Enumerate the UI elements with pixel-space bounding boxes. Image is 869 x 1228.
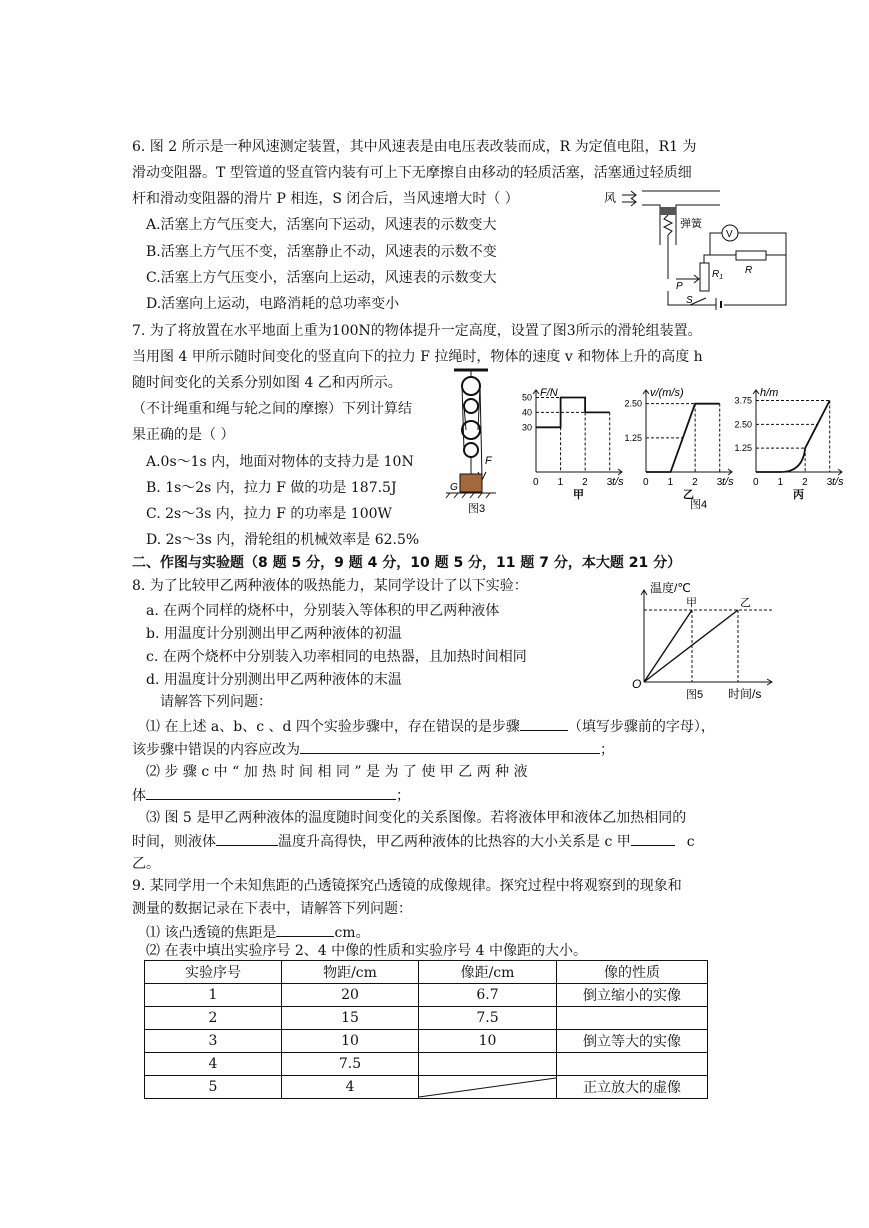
y-axis-label: h/m: [760, 387, 779, 399]
q8-prompt: 请解答下列问题：: [160, 694, 272, 710]
y-tick-label: 30: [521, 422, 532, 433]
q6-option-a: A.活塞上方气压变大，活塞向下运动，风速表的示数变大: [146, 217, 497, 233]
rheostat-r1: [700, 263, 709, 291]
x-tick-label: 2: [802, 477, 808, 488]
pulley-moving-lower: [464, 443, 478, 457]
spring: [664, 215, 672, 235]
panel-label: 乙: [683, 489, 694, 501]
table-header-cell: 物距/cm: [282, 961, 419, 984]
weight-block: [460, 474, 482, 492]
series-line-yi: [644, 610, 738, 682]
fig3-caption: 图3: [468, 503, 486, 515]
table-cell: 正立放大的虚像: [557, 1076, 708, 1099]
q7-line-5: 果正确的是（ ）: [132, 427, 235, 443]
q6-line-1: 6. 图 2 所示是一种风速测定装置，其中风速表是由电压表改装而成，R 为定值电阻，R1 为: [132, 139, 697, 155]
resistor-r-label: R: [745, 265, 753, 276]
series-line-jia: [644, 610, 692, 682]
x-axis-label: t/s: [612, 476, 624, 488]
wind-arrow-icon: [622, 191, 636, 199]
answer-cell-image-nature-2[interactable]: [557, 1007, 708, 1030]
q7-line-1: 7. 为了将放置在水平地面上重为100N的物体提升一定高度，设置了图3所示的滑轮组装置。: [132, 323, 702, 339]
table-cell: 1: [145, 984, 282, 1007]
x-tick-label: 2: [582, 477, 588, 488]
y-tick-label: 1.25: [734, 443, 752, 454]
q6-option-d: D.活塞向上运动，电路消耗的总功率变小: [146, 296, 400, 312]
table-row: [145, 984, 708, 1007]
rheostat-label: $R_1$: [712, 269, 724, 281]
x-tick-label: 3: [826, 477, 833, 488]
q8-part-2-continued: 体 ；: [132, 785, 410, 806]
table-cell-crossed: [419, 1076, 557, 1099]
y-tick-label: 40: [521, 407, 532, 418]
answer-blank-liquid[interactable]: [216, 831, 278, 846]
y-tick-label: 50: [521, 392, 532, 403]
q8-step-c: c. 在两个烧杯中分别装入功率相同的电热器，且加热时间相同: [146, 649, 527, 665]
x-tick-label: 0: [643, 477, 649, 488]
series-label-yi: 乙: [740, 597, 751, 609]
q9-line-1: 9. 某同学用一个未知焦距的凸透镜探究凸透镜的成像规律。探究过程中将观察到的现象和: [132, 878, 682, 894]
wind-arrow-icon: [622, 198, 636, 206]
series-line: [756, 400, 830, 472]
y-axis-label: F/N: [540, 387, 558, 399]
q7-option-c: C. 2s～3s 内，拉力 F 的功率是 100W: [146, 506, 392, 522]
q8-part-1: ⑴ 在上述 a、b、c 、d 四个实验步骤中，存在错误的是步骤 （填写步骤前的字母），: [146, 716, 715, 737]
q8-step-b: b. 用温度计分别测出甲乙两种液体的初温: [146, 626, 402, 642]
fig4-caption: 图4: [690, 499, 708, 510]
table-cell: 7.5: [419, 1007, 557, 1030]
x-axis-label: t/s: [722, 476, 734, 488]
q8-line-1: 8. 为了比较甲乙两种液体的吸热能力，某同学设计了以下实验：: [132, 578, 528, 594]
q7-option-b: B. 1s～2s 内，拉力 F 做的功是 187.5J: [146, 480, 397, 496]
table-header-cell: 像距/cm: [419, 961, 557, 984]
q7-line-4: （不计绳重和绳与轮之间的摩擦）下列计算结: [132, 401, 412, 417]
table-cell: 20: [282, 984, 419, 1007]
x-tick-label: 3: [606, 477, 613, 488]
x-tick-label: 0: [533, 477, 539, 488]
table-cell: 10: [282, 1030, 419, 1053]
table-cell: 10: [419, 1030, 557, 1053]
answer-cell-image-distance-4[interactable]: [419, 1053, 557, 1076]
q8-part-1-continued: 该步骤中错误的内容应改为 ；: [132, 739, 614, 760]
table-header-row: [145, 961, 708, 984]
q9-part-1: ⑴ 该凸透镜的焦距是 cm。: [146, 922, 370, 943]
q8-step-d: d. 用温度计分别测出甲乙两种液体的末温: [146, 672, 402, 688]
guide-lines: [756, 400, 830, 472]
q6-line-2: 滑动变阻器。T 型管道的竖直管内装有可上下无摩擦自由移动的轻质活塞，活塞通过轻质细: [132, 165, 692, 181]
switch-label: S: [686, 295, 693, 306]
table-cell: 5: [145, 1076, 282, 1099]
chart-velocity-time: [624, 387, 734, 501]
answer-blank-step[interactable]: [520, 716, 568, 731]
q7-line-2: 当用图 4 甲所示随时间变化的竖直向下的拉力 F 拉绳时，物体的速度 v 和物体上升的高度 h: [132, 349, 703, 365]
y-axis-label: v/(m/s): [650, 387, 684, 399]
slider-p-label: P: [676, 281, 683, 292]
table-cell: 4: [145, 1053, 282, 1076]
answer-blank-focal-length[interactable]: [276, 922, 334, 937]
figure-5-temperature-chart: [622, 574, 782, 702]
q6-option-b: B.活塞上方气压不变，活塞静止不动，风速表的示数不变: [146, 244, 497, 260]
guide-lines: [536, 397, 610, 472]
series-label-jia: 甲: [686, 597, 697, 609]
table-row: [145, 1030, 708, 1053]
table-cell: 倒立缩小的实像: [557, 984, 708, 1007]
table-header-cell: 实验序号: [145, 961, 282, 984]
figure-4-charts: [514, 380, 844, 510]
table-cell: 3: [145, 1030, 282, 1053]
q8-part-3-continued: 时间，则液体 温度升高得快，甲乙两种液体的比热容的大小关系是 c 甲 c: [132, 831, 695, 852]
answer-blank-correction[interactable]: [300, 739, 600, 754]
table-row: [145, 1053, 708, 1076]
x-tick-label: 3: [716, 477, 723, 488]
q9-part-2: ⑵ 在表中填出实验序号 2、4 中像的性质和实验序号 4 中像距的大小。: [146, 943, 587, 959]
q7-option-a: A.0s～1s 内，地面对物体的支持力是 10N: [146, 454, 414, 470]
x-tick-label: 1: [777, 477, 784, 488]
chart-force-time: [522, 387, 624, 501]
q7-option-d: D. 2s～3s 内，滑轮组的机械效率是 62.5%: [146, 532, 420, 548]
x-tick-label: 0: [753, 477, 759, 488]
figure-3-pulley-system: [444, 368, 504, 518]
table-row: [145, 1076, 708, 1099]
wind-label: 风: [604, 191, 617, 205]
x-axis-label: t/s: [832, 476, 844, 488]
q8-part-3-end: 乙。: [132, 856, 160, 872]
q8-step-a: a. 在两个同样的烧杯中，分别装入等体积的甲乙两种液体: [146, 603, 500, 619]
section-2-heading: 二、作图与实验题（8 题 5 分，9 题 4 分，10 题 5 分，11 题 7 分，本大题 21 分）: [132, 555, 682, 571]
answer-blank-purpose[interactable]: [146, 785, 396, 800]
answer-blank-compare[interactable]: [631, 831, 675, 846]
resistor-r: [736, 251, 766, 260]
pulley-moving-upper: [462, 421, 480, 439]
x-tick-label: 1: [557, 477, 564, 488]
lens-experiment-table: [144, 960, 708, 1099]
answer-cell-image-nature-4[interactable]: [557, 1053, 708, 1076]
chart-height-time: [734, 387, 844, 501]
y-tick-label: 1.25: [624, 432, 642, 443]
pulley-fixed-lower: [464, 399, 478, 413]
force-label: F: [485, 455, 492, 467]
q7-line-3: 随时间变化的关系分别如图 4 乙和丙所示。: [132, 375, 402, 391]
piston: [660, 207, 676, 215]
panel-label: 丙: [793, 489, 804, 501]
table-cell: 2: [145, 1007, 282, 1030]
table-cell: 15: [282, 1007, 419, 1030]
block-label: G: [450, 482, 458, 493]
x-tick-label: 1: [667, 477, 674, 488]
table-cell: 倒立等大的实像: [557, 1030, 708, 1053]
table-cell: 7.5: [282, 1053, 419, 1076]
voltmeter-label: V: [726, 229, 733, 240]
x-axis-label: 时间/s: [728, 687, 762, 701]
pulley-fixed-upper: [462, 377, 480, 395]
table-cell: 6.7: [419, 984, 557, 1007]
q9-line-2: 测量的数据记录在下表中，请解答下列问题：: [132, 901, 412, 917]
spring-label: 弹簧: [680, 218, 702, 230]
x-tick-label: 2: [692, 477, 698, 488]
diagonal-strike: [419, 1076, 556, 1098]
q6-line-3: 杆和滑动变阻器的滑片 P 相连，S 闭合后，当风速增大时（ ）: [132, 191, 519, 207]
y-tick-label: 2.50: [624, 398, 642, 409]
panel-label: 甲: [573, 489, 584, 501]
y-tick-label: 3.75: [734, 395, 752, 406]
ground-hatch: [446, 493, 490, 498]
q8-part-2: ⑵ 步 骤 c 中 “ 加 热 时 间 相 同 ” 是 为 了 使 甲 乙 两 种 液: [146, 764, 528, 780]
y-axis-label: 温度/℃: [650, 581, 691, 595]
fig5-caption: 图5: [686, 689, 704, 701]
q8-part-3: ⑶ 图 5 是甲乙两种液体的温度随时间变化的关系图像。若将液体甲和液体乙加热相同的: [146, 810, 687, 826]
table-row: [145, 1007, 708, 1030]
y-tick-label: 2.50: [734, 419, 752, 430]
table-cell: 4: [282, 1076, 419, 1099]
figure-2-wind-device: [600, 185, 800, 310]
table-header-cell: 像的性质: [557, 961, 708, 984]
q6-option-c: C.活塞上方气压变小，活塞向上运动，风速表的示数变大: [146, 270, 497, 286]
origin-label: O: [632, 677, 642, 691]
chart-temperature-time: [632, 580, 772, 701]
